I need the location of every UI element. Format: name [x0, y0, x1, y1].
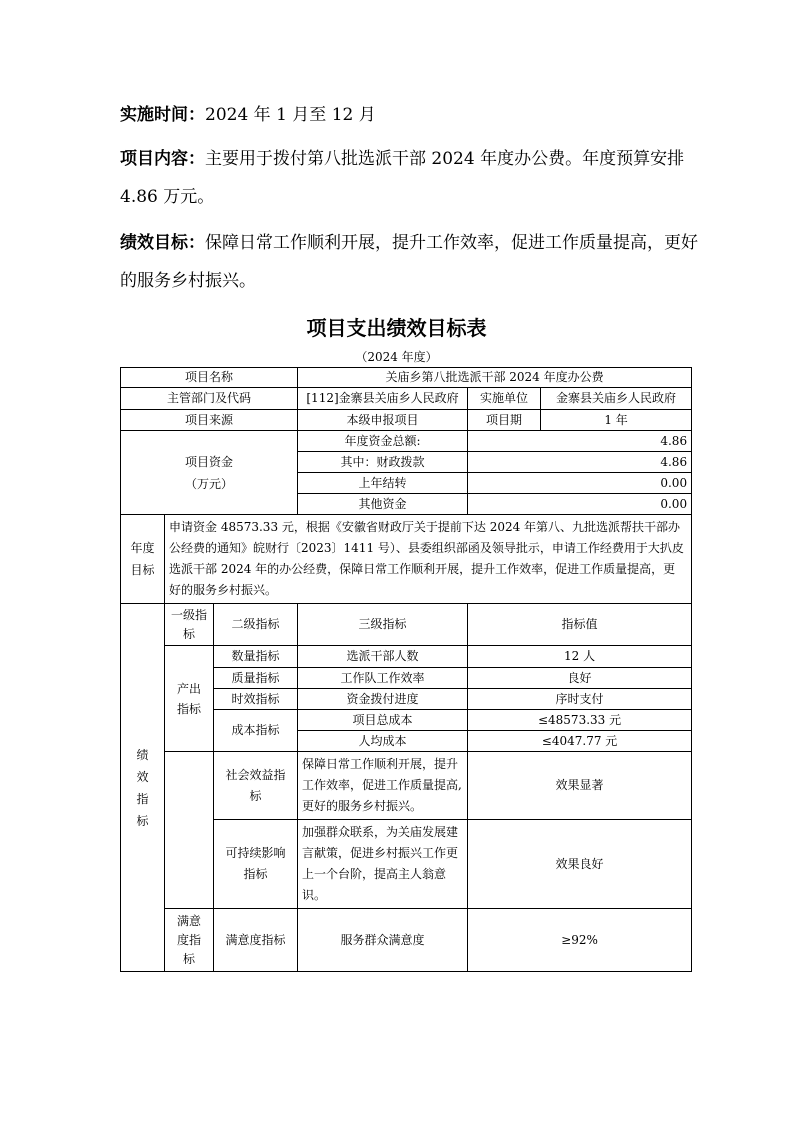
table-title: 项目支出绩效目标表	[306, 316, 487, 340]
satisfaction-level2: 满意度指标	[214, 909, 298, 972]
indicator-level3: 人均成本	[298, 731, 468, 752]
table-row	[121, 410, 692, 431]
social-benefit-level3: 保障日常工作顺利开展，提升工作效率，促进工作质量提高,更好的服务乡村振兴。	[298, 752, 468, 820]
satisfaction-level1: 满意度指标	[165, 909, 214, 972]
indicator-level2: 数量指标	[214, 646, 298, 668]
table-row	[121, 388, 692, 410]
header-value: 指标值	[468, 604, 692, 646]
other-funds-label: 其他资金	[298, 494, 468, 515]
table-row	[121, 909, 692, 972]
project-name-label: 项目名称	[121, 368, 298, 388]
source-label: 项目来源	[121, 410, 298, 431]
table-row	[121, 752, 692, 820]
period-value: 1 年	[541, 410, 692, 431]
fiscal-funds-label: 其中：财政拨款	[298, 452, 468, 473]
table-row	[121, 515, 692, 604]
other-funds-value: 0.00	[468, 494, 692, 515]
project-content	[120, 140, 700, 216]
table-subtitle: （2024 年度）	[355, 350, 438, 364]
cost-indicator-label: 成本指标	[214, 710, 298, 752]
sustainable-impact-label: 可持续影响指标	[214, 820, 298, 909]
performance-table	[120, 367, 692, 972]
satisfaction-level3: 服务群众满意度	[298, 909, 468, 972]
total-funds-label: 年度资金总额:	[298, 431, 468, 452]
indicator-value: 良好	[468, 668, 692, 689]
impl-unit-label: 实施单位	[468, 388, 541, 410]
indicator-value: ≤48573.33 元	[468, 710, 692, 731]
source-value: 本级申报项目	[298, 410, 468, 431]
table-row	[121, 431, 692, 452]
indicator-level2: 质量指标	[214, 668, 298, 689]
funds-label	[121, 431, 298, 515]
performance-goal-label: 绩效目标：	[120, 233, 205, 253]
table-row	[121, 368, 692, 388]
implementation-time-value: 2024 年 1 月至 12 月	[205, 105, 376, 125]
indicator-level3: 项目总成本	[298, 710, 468, 731]
header-level1: 一级指标	[165, 604, 214, 646]
indicator-value: 序时支付	[468, 689, 692, 710]
carryover-value: 0.00	[468, 473, 692, 494]
annual-goal-text: 申请资金 48573.33 元，根据《安徽省财政厅关于提前下达 2024 年第八、九批选派帮扶干部办公经费的通知》皖财行〔2023〕1411 号）、县委组织部函及领导批示，申请工作经费用于大扒皮选派干部 2024 年的办公经费，保障日常工作顺利开展，提升工作效率，促进工作质量提高，更好的服务乡村振兴。	[165, 515, 692, 604]
implementation-time-label: 实施时间：	[120, 105, 205, 125]
social-benefit-label: 社会效益指标	[214, 752, 298, 820]
social-benefit-value: 效果显著	[468, 752, 692, 820]
annual-goal-label: 年度目标	[121, 515, 165, 604]
project-content-value: 主要用于拨付第八批选派干部 2024 年度办公费。年度预算安排 4.86 万元。	[120, 149, 685, 207]
indicators-section-label: 绩效指标	[121, 604, 165, 972]
project-content-label: 项目内容：	[120, 149, 205, 169]
table-row	[121, 646, 692, 668]
period-label: 项目期	[468, 410, 541, 431]
funds-label-text: 项目资金	[185, 454, 234, 469]
satisfaction-value: ≥92%	[468, 909, 692, 972]
output-indicator-label: 产出指标	[165, 646, 214, 752]
indicator-value: 12 人	[468, 646, 692, 668]
fiscal-funds-value: 4.86	[468, 452, 692, 473]
dept-label: 主管部门及代码	[121, 388, 298, 410]
benefit-indicator-label	[165, 752, 214, 909]
indicator-level3: 工作队工作效率	[298, 668, 468, 689]
indicator-level3: 资金拨付进度	[298, 689, 468, 710]
sustainable-impact-value: 效果良好	[468, 820, 692, 909]
table-row	[121, 604, 692, 646]
header-level3: 三级指标	[298, 604, 468, 646]
sustainable-impact-level3: 加强群众联系，为关庙发展建言献策，促进乡村振兴工作更上一个台阶，提高主人翁意识。	[298, 820, 468, 909]
indicator-level2: 时效指标	[214, 689, 298, 710]
implementation-time	[120, 96, 700, 134]
total-funds-value: 4.86	[468, 431, 692, 452]
dept-value: [112]金寨县关庙乡人民政府	[298, 388, 468, 410]
funds-unit: （万元）	[185, 476, 234, 491]
project-name-value: 关庙乡第八批选派干部 2024 年度办公费	[298, 368, 692, 388]
carryover-label: 上年结转	[298, 473, 468, 494]
impl-unit-value: 金寨县关庙乡人民政府	[541, 388, 692, 410]
indicator-level3: 选派干部人数	[298, 646, 468, 668]
indicator-value: ≤4047.77 元	[468, 731, 692, 752]
performance-goal	[120, 224, 700, 300]
performance-goal-value: 保障日常工作顺利开展，提升工作效率，促进工作质量提高，更好的服务乡村振兴。	[120, 233, 698, 291]
header-level2: 二级指标	[214, 604, 298, 646]
